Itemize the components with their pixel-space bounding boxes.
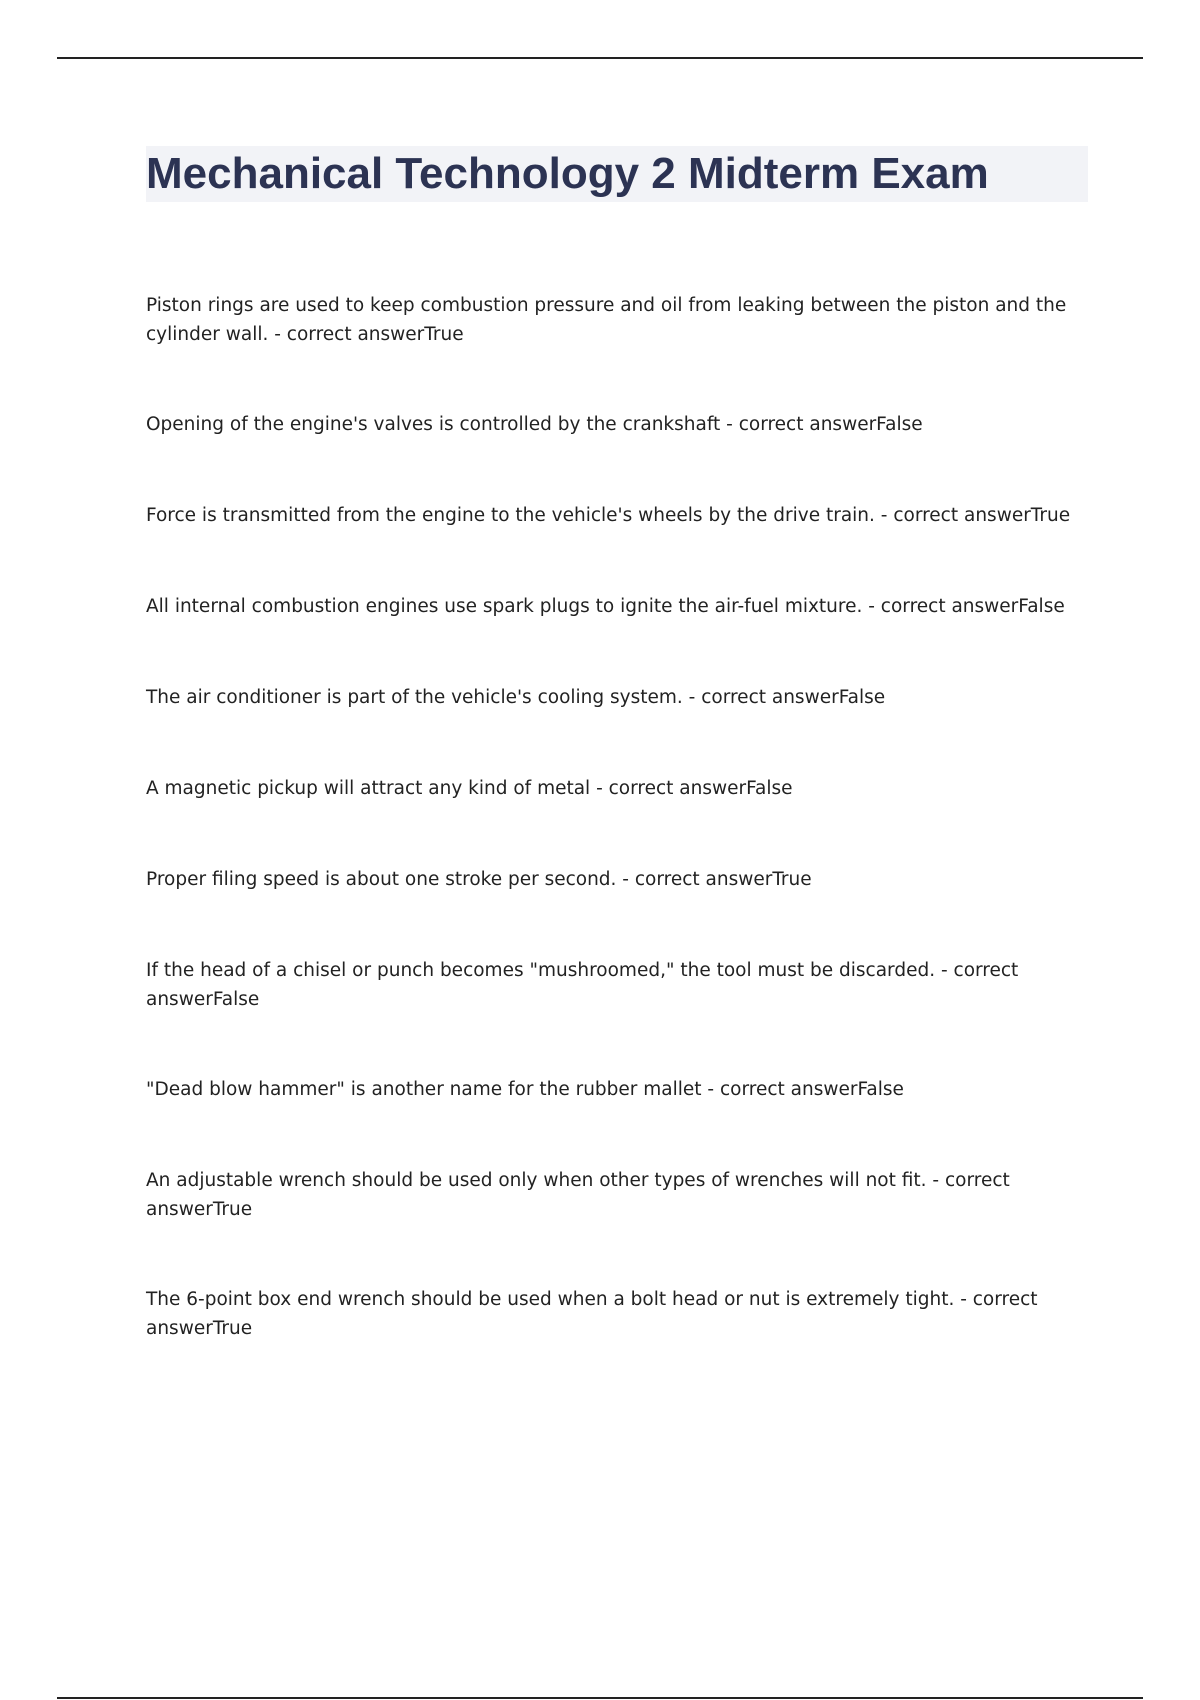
question-item: If the head of a chisel or punch becomes "mushroomed," the tool must be discarded. - correct answerFalse: [146, 960, 1019, 1010]
bottom-rule: [57, 1697, 1143, 1699]
question-list: [146, 292, 1071, 1405]
question-item: All internal combustion engines use spark plugs to ignite the air-fuel mixture. - correct answerFalse: [146, 596, 1065, 617]
question-item: The air conditioner is part of the vehicle's cooling system. - correct answerFalse: [146, 687, 886, 708]
question-item: "Dead blow hammer" is another name for the rubber mallet - correct answerFalse: [146, 1079, 904, 1100]
question-item: An adjustable wrench should be used only when other types of wrenches will not fit. - correct answerTrue: [146, 1170, 1010, 1220]
question-item: Force is transmitted from the engine to the vehicle's wheels by the drive train. - correct answerTrue: [146, 505, 1071, 526]
question-item: The 6-point box end wrench should be used when a bolt head or nut is extremely tight. - correct answerTrue: [146, 1289, 1038, 1339]
question-item: Opening of the engine's valves is controlled by the crankshaft - correct answerFalse: [146, 414, 923, 435]
title-block: [146, 146, 1088, 202]
top-rule: [57, 57, 1143, 59]
question-item: A magnetic pickup will attract any kind of metal - correct answerFalse: [146, 778, 793, 799]
question-item: Proper filing speed is about one stroke per second. - correct answerTrue: [146, 869, 812, 890]
question-item: Piston rings are used to keep combustion pressure and oil from leaking between the piston and the cylinder wall. - correct answerTrue: [146, 295, 1067, 345]
page-title: Mechanical Technology 2 Midterm Exam: [146, 149, 989, 198]
